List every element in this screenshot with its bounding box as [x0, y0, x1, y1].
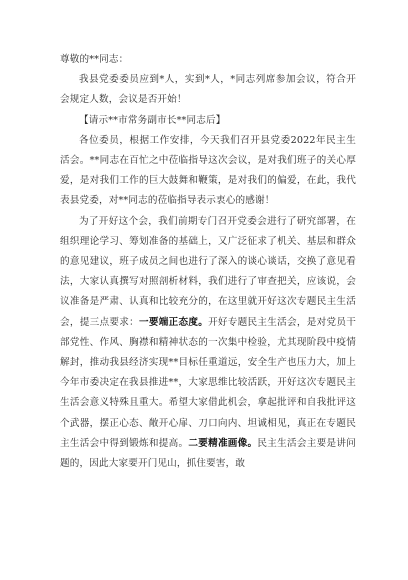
requirements-text-1: 为了开好这个会，我们前期专门召开党委会进行了研究部署，在组织理论学习、筹划准备的基础上，又广泛征求了机关、基层和群众的意见建议，班子成员之间也进行了深入的谈心谈话，交换了意见看法，大家认真撰写对照剖析材料，我们进行了审查把关，应该说，会议准备是严肃、认真和比较充分的，在这里就开好这次专题民主生活会，提三点要求：: [60, 215, 356, 328]
requirements-paragraph: [60, 212, 356, 475]
requirements-text-2: 开好专题民主生活会，是对党员干部党性、作风、胸襟和精神状态的一次集中检验，尤其现阶段中疫情解封，推动我县经济实现**目标任重道远，安全生产也压力大，加上今年市委决定在我县推进**，大家思维比较活跃，开好这次专题民主生活会意义特殊且重大。希望大家借此机会，拿起批评和自我批评这个武器，摆正心态、敞开心扉、刀口向内、坦诚相见，真正在专题民主生活会中得到锻炼和提高。: [60, 316, 356, 449]
attendance-paragraph: 我县党委委员应到*人，实到*人，*同志列席参加会议，符合开会规定人数，会议是否开始！: [60, 74, 356, 106]
requirement-heading-2: 二要精准画像。: [188, 437, 258, 449]
salutation: 尊敬的**同志：: [60, 54, 129, 65]
opening-paragraph: 各位委员，根据工作安排，今天我们召开县党委2022年民主生活会。**同志在百忙之中莅临指导这次会议，是对我们班子的关心厚爱，是对我们工作的巨大鼓舞和鞭策，是对我们的偏爱，在此，我代表县党委，对**同志的莅临指导表示衷心的感谢！: [60, 134, 356, 207]
document-page: [60, 50, 356, 474]
requirement-heading-1: 一要端正态度。: [138, 316, 209, 328]
requirements-text-3: 民主生活会主要是讲问题的，因此大家要开门见山，抓住要害，敢: [60, 437, 356, 470]
request-note: 【请示**市常务副市长**同志后】: [79, 114, 226, 126]
